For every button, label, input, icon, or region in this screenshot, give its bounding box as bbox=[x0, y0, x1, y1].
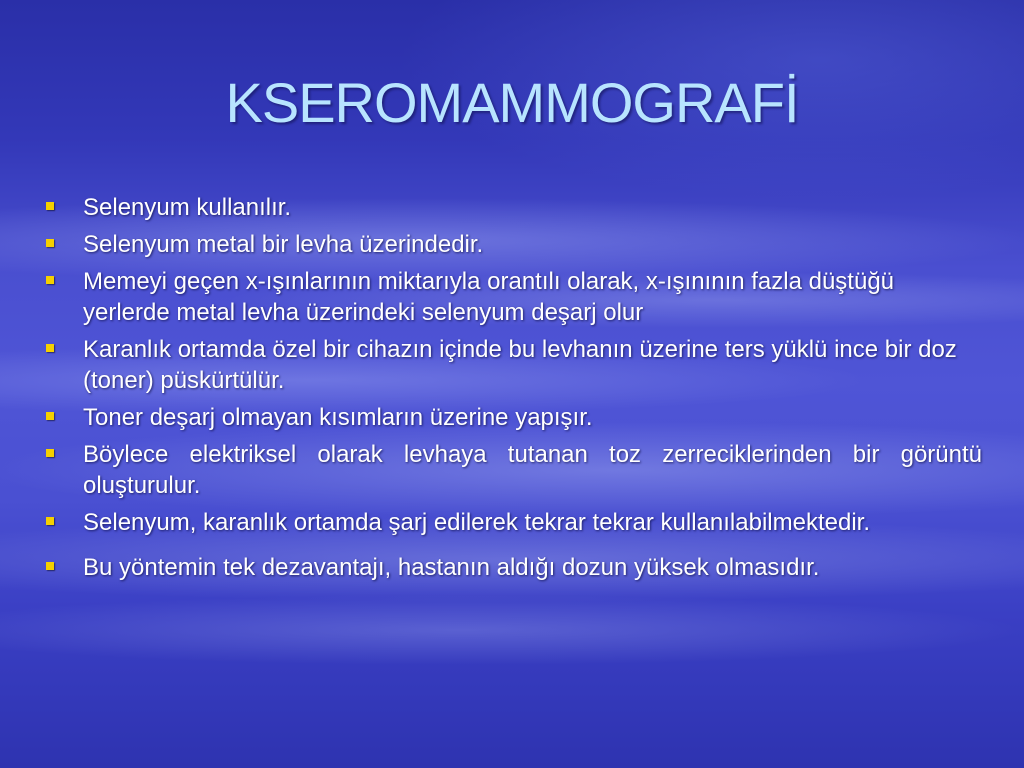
bullet-text: Bu yöntemin tek dezavantajı, hastanın aldığı dozun yüksek olmasıdır. bbox=[83, 554, 820, 581]
square-bullet-icon bbox=[46, 449, 54, 457]
square-bullet-icon bbox=[46, 562, 54, 570]
bullet-item bbox=[40, 507, 982, 538]
bullet-item bbox=[40, 552, 982, 583]
bullet-text: Toner deşarj olmayan kısımların üzerine yapışır. bbox=[83, 404, 593, 431]
square-bullet-icon bbox=[46, 344, 54, 352]
square-bullet-icon bbox=[46, 239, 54, 247]
square-bullet-icon bbox=[46, 202, 54, 210]
bullet-text: Selenyum, karanlık ortamda şarj edilerek tekrar tekrar kullanılabilmektedir. bbox=[83, 509, 870, 536]
bullet-list bbox=[40, 192, 982, 589]
square-bullet-icon bbox=[46, 412, 54, 420]
bullet-item bbox=[40, 229, 982, 260]
bullet-item bbox=[40, 266, 982, 328]
square-bullet-icon bbox=[46, 517, 54, 525]
bullet-text: Karanlık ortamda özel bir cihazın içinde bu levhanın üzerine ters yüklü ince bir doz (toner) püskürtülür. bbox=[83, 336, 957, 394]
bullet-item bbox=[40, 402, 982, 433]
bullet-text: Selenyum metal bir levha üzerindedir. bbox=[83, 231, 484, 258]
bullet-item bbox=[40, 334, 982, 396]
slide-title: KSEROMAMMOGRAFİ bbox=[225, 71, 799, 134]
bullet-text: Memeyi geçen x-ışınlarının miktarıyla orantılı olarak, x-ışınının fazla düştüğü yerlerde metal levha üzerindeki selenyum deşarj olur bbox=[83, 268, 895, 326]
bullet-item bbox=[40, 439, 982, 501]
bullet-text: Böylece elektriksel olarak levhaya tutanan toz zerreciklerinden bir görüntü oluşturulur. bbox=[83, 441, 982, 499]
bullet-text: Selenyum kullanılır. bbox=[83, 194, 292, 221]
bullet-item bbox=[40, 192, 982, 223]
square-bullet-icon bbox=[46, 276, 54, 284]
